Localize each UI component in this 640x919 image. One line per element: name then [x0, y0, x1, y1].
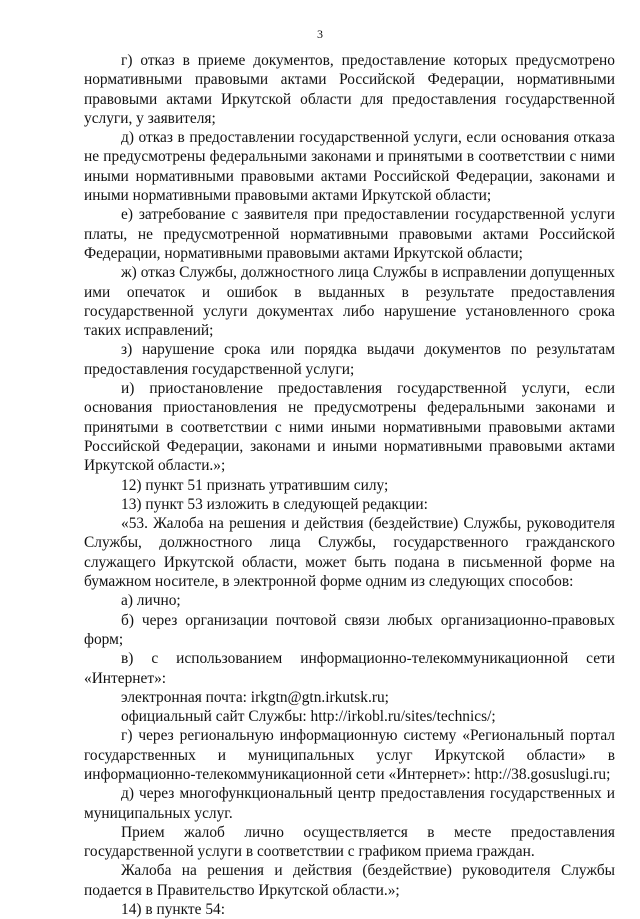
paragraph-d-mfc: д) через многофункциональный центр предоставления государственных и муниципальных услуг.	[84, 785, 615, 822]
paragraph-z-deadline-violation: з) нарушение срока или порядка выдачи документов по результатам предоставления государственной услуги;	[84, 341, 615, 378]
paragraph-b-postal: б) через организации почтовой связи любых организационно-правовых форм;	[84, 611, 615, 648]
paragraph-e-payment-demand: е) затребование с заявителя при предоставлении государственной услуги платы, не предусмотренной нормативными правовыми актами Российской Федерации, нормативными правовыми актами Иркутской области;	[84, 206, 615, 262]
paragraph-i-suspension: и) приостановление предоставления государственной услуги, если основания приостановления не предусмотрены федеральными законами и принятыми в соответствии с ними иными нормативными правовыми актами Российской Федерации, законами и иными нормативными правовыми актами Иркутской области.»;	[84, 380, 615, 475]
paragraph-item-12: 12) пункт 51 признать утратившим силу;	[121, 476, 389, 494]
page-number: 3	[317, 27, 323, 41]
paragraph-g-regional-portal: г) через региональную информационную систему «Региональный портал государственных и муниципальных услуг Иркутской области» в информационно-телекоммуникационной сети «Интернет»: http://38.gosuslugi.ru;	[84, 727, 615, 783]
paragraph-item-14: 14) в пункте 54:	[121, 901, 225, 919]
paragraph-zh-correction-refusal: ж) отказ Службы, должностного лица Службы в исправлении допущенных ими опечаток и ошибок в выданных в результате предоставления государственной услуги документах либо нарушение установленного срока таких исправлений;	[84, 264, 615, 340]
paragraph-a-in-person: а) лично;	[121, 592, 181, 610]
paragraph-g-refusal-documents: г) отказ в приеме документов, предоставление которых предусмотрено нормативными правовыми актами Российской Федерации, нормативными правовыми актами Иркутской области для предоставления государственной услуги, у заявителя;	[84, 52, 615, 127]
paragraph-v-internet: в) с использованием информационно-телекоммуникационной сети «Интернет»:	[84, 650, 615, 687]
paragraph-d-refusal-service: д) отказ в предоставлении государственной услуги, если основания отказа не предусмотрены федеральными законами и принятыми в соответствии с ними иными нормативными правовыми актами Российской Федерации, законами и иными нормативными правовыми актами Иркутской области;	[84, 129, 615, 205]
paragraph-website: официальный сайт Службы: http://irkobl.ru/sites/technics/;	[121, 708, 496, 726]
paragraph-complaint-reception: Прием жалоб лично осуществляется в месте предоставления государственной услуги в соответствии с графиком приема граждан.	[84, 823, 615, 861]
paragraph-complaint-government: Жалоба на решения и действия (бездействие) руководителя Службы подается в Правительство Иркутской области.»;	[84, 862, 615, 899]
paragraph-email: электронная почта: irkgtn@gtn.irkutsk.ru;	[121, 688, 389, 706]
document-body	[84, 51, 615, 919]
paragraph-item-13: 13) пункт 53 изложить в следующей редакции:	[121, 495, 428, 513]
paragraph-clause-53: «53. Жалоба на решения и действия (бездействие) Службы, руководителя Службы, должностного лица Службы, государственного гражданского служащего Иркутской области, может быть подана в письменной форме на бумажном носителе, в электронной форме одним из следующих способов:	[84, 515, 615, 591]
